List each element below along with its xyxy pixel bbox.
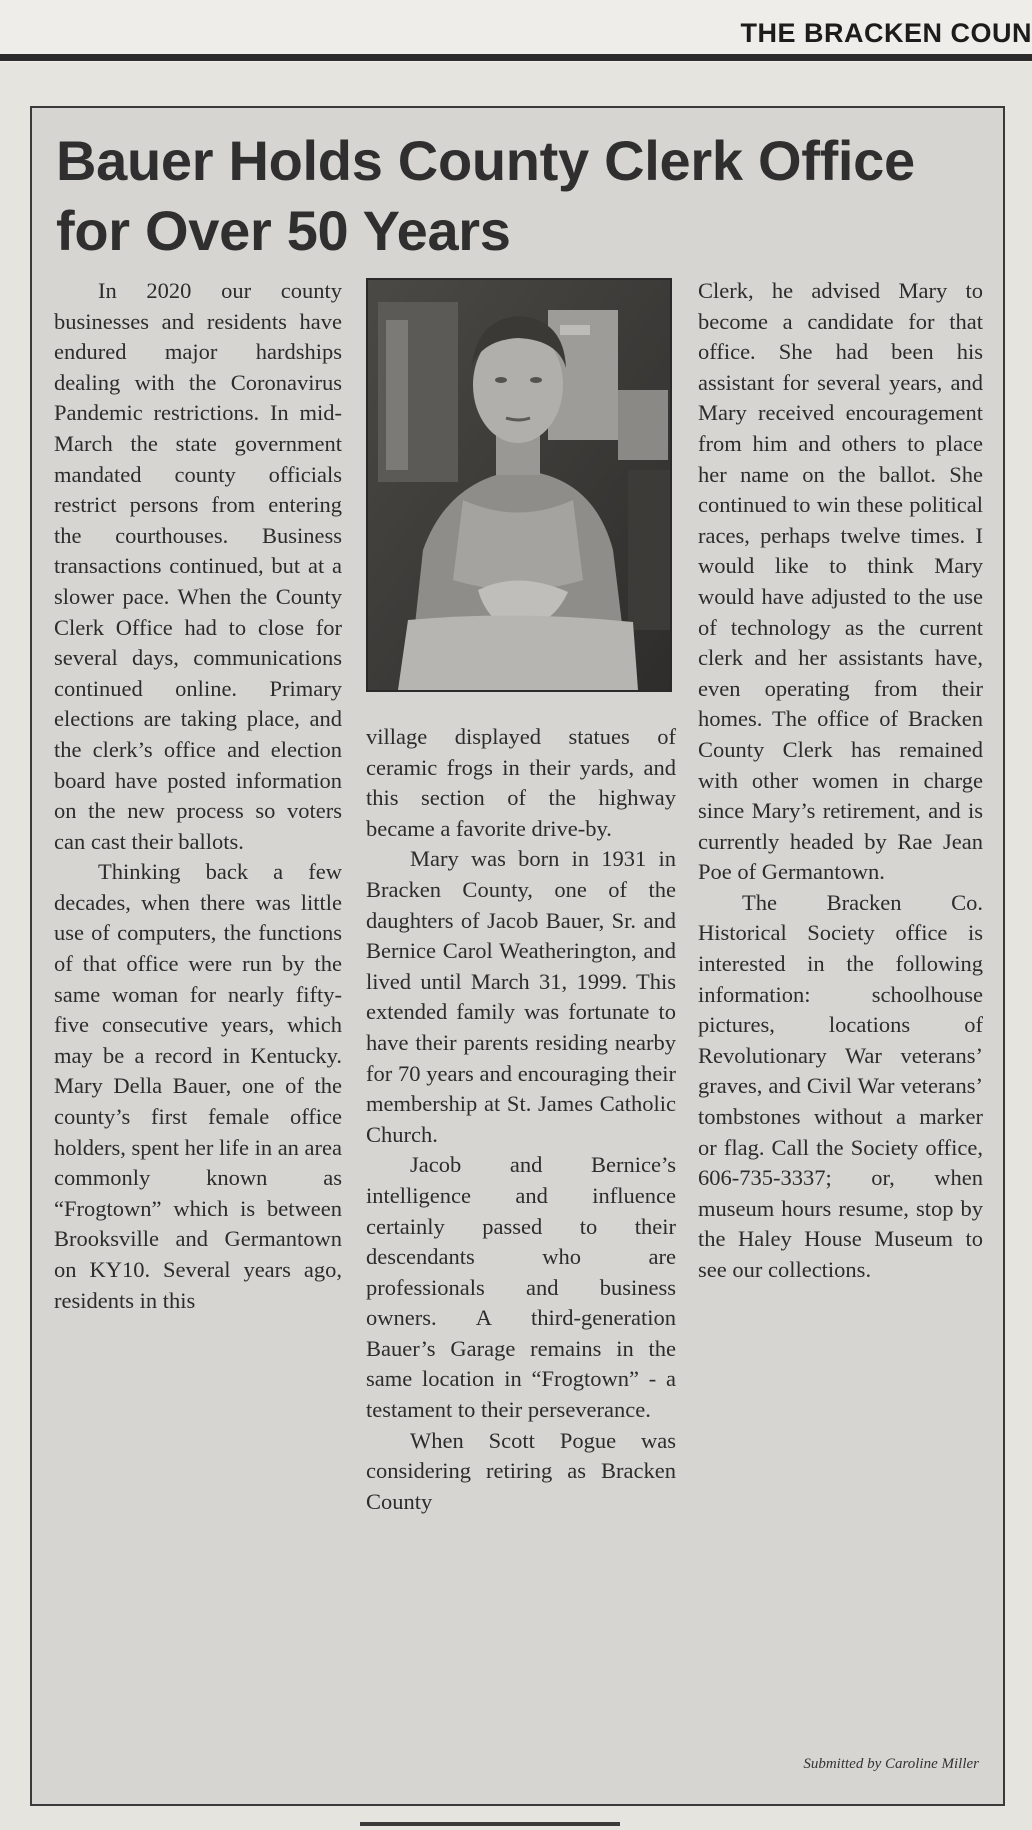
- bottom-rule: [360, 1822, 620, 1826]
- paragraph: Mary was born in 1931 in Bracken County, one of the daughters of Jacob Bauer, Sr. and Bernice Carol Weatherington, and lived until March 31, 1999. This extended family was fortunate to have their parents residing nearby for 70 years and encouraging their membership at St. James Catholic Church.: [366, 846, 676, 1147]
- paragraph: Jacob and Bernice’s intelligence and influence certainly passed to their descendants who are professionals and business owners. A third-generation Bauer’s Garage remains in the same location in “Frogtown” - a testament to their perseverance.: [366, 1152, 676, 1423]
- article-column-1: [54, 276, 342, 1316]
- masthead: [0, 0, 1032, 62]
- paragraph: village displayed statues of ceramic frogs in their yards, and this section of the highway became a favorite drive-by.: [366, 724, 676, 841]
- paragraph: Clerk, he advised Mary to become a candidate for that office. She had been his assistant for several years, and Mary received encouragement from him and others to place her name on the ballot. She continued to win these political races, perhaps twelve times. I would like to think Mary would have adjusted to the use of technology as the current clerk and her assistants have, even operating from their homes. The office of Bracken County Clerk has remained with other women in charge since Mary’s retirement, and is currently headed by Rae Jean Poe of Germantown.: [698, 278, 983, 885]
- portrait-photo: [366, 278, 672, 692]
- portrait-photo-image: [368, 280, 670, 690]
- paragraph: Thinking back a few decades, when there was little use of computers, the functions of that office were run by the same woman for nearly fifty-five consecutive years, which may be a record in Kentucky. Mary Della Bauer, one of the county’s first female office holders, spent her life in an area commonly known as “Frogtown” which is between Brooksville and Germantown on KY10. Several years ago, residents in this: [54, 859, 343, 1313]
- article-column-3: [698, 276, 983, 1286]
- paragraph: In 2020 our county businesses and residents have endured major hardships dealing with the Coronavirus Pandemic restrictions. In mid-March the state government mandated county officials restrict persons from entering the courthouses. Business transactions continued, but at a slower pace. When the County Clerk Office had to close for several days, communications continued online. Primary elections are taking place, and the clerk’s office and election board have posted information on the new process so voters can cast their ballots.: [54, 278, 342, 854]
- masthead-rule: [0, 54, 1032, 61]
- byline-credit: Submitted by Caroline Miller: [803, 1756, 979, 1772]
- article-column-2: [366, 722, 676, 1517]
- paragraph: When Scott Pogue was considering retiring as Bracken County: [366, 1427, 676, 1514]
- newspaper-name: THE BRACKEN COUN: [740, 18, 1032, 48]
- article-headline: Bauer Holds County Clerk Office for Over 50 Years: [56, 129, 915, 262]
- paragraph: The Bracken Co. Historical Society office is interested in the following information: schoolhouse pictures, locations of Revolutionary War veterans’ graves, and Civil War veterans’ tombstones without a marker or flag. Call the Society office, 606-735-3337; or, when museum hours resume, stop by the Haley House Museum to see our collections.: [698, 889, 983, 1282]
- article-box: [30, 106, 1005, 1806]
